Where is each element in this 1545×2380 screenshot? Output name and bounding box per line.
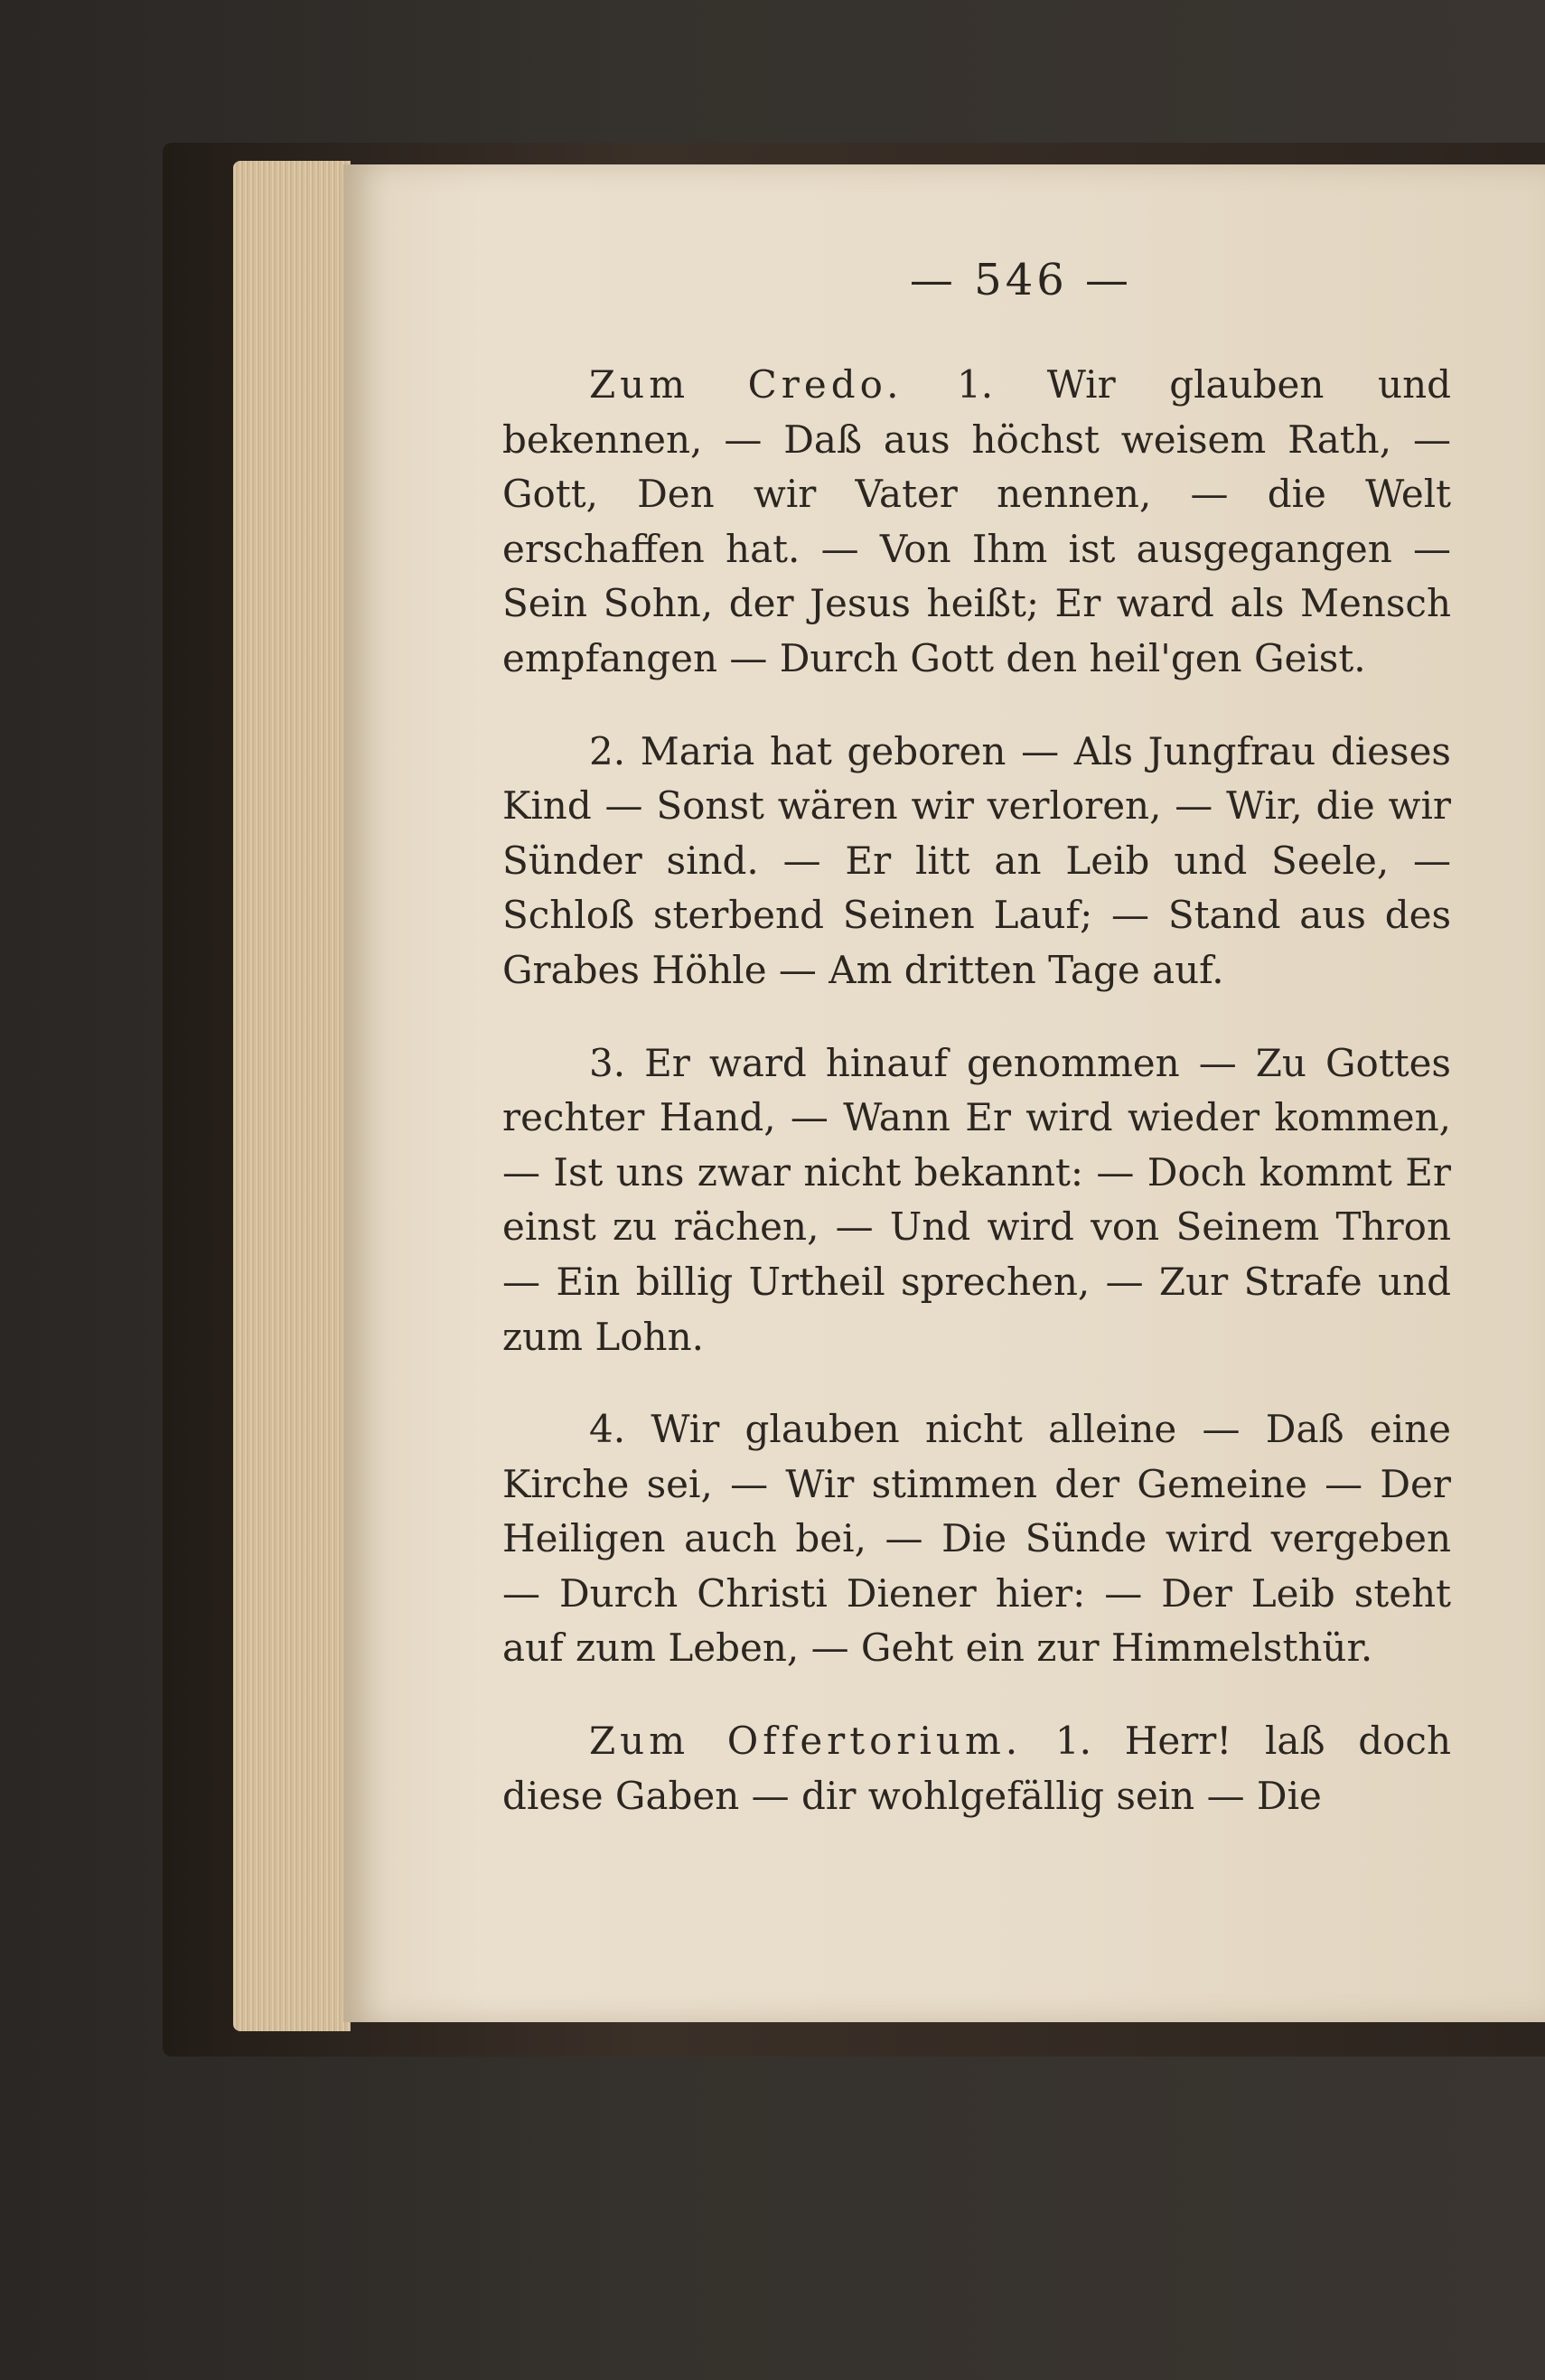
section-heading-offertorium: Zum Offertorium. (589, 1719, 1023, 1764)
paragraph-text: 2. Maria hat geboren — Als Jungfrau dieses Kind — Sonst wären wir verloren, — Wir, die wir Sünder sind. — Er litt an Leib und Seele, — Schloß sterbend Seinen Lauf; — Stand aus des Grabes Höhle — Am dritten Tage auf. (502, 728, 1451, 992)
paragraph-text: 1. Herr! laß doch diese Gaben — dir wohlgefällig sein — Die (502, 1719, 1452, 1818)
paragraph-credo-4 (502, 1402, 1451, 1676)
paragraph-text: 3. Er ward hinauf genommen — Zu Gottes rechter Hand, — Wann Er wird wieder kommen, — Ist uns zwar nicht bekannt: — Doch kommt Er einst zu rächen, — Und wird von Seinem Thron — Ein billig Urtheil sprechen, — Zur Strafe und zum Lohn. (502, 1040, 1451, 1359)
paragraph-credo-2 (502, 725, 1451, 998)
page-edges (233, 161, 351, 2031)
paragraph-credo-1 (502, 358, 1451, 687)
page-number: — 546 — (909, 255, 1133, 305)
paragraph-text: 4. Wir glauben nicht alleine — Daß eine Kirche sei, — Wir stimmen der Gemeine — Der Heiligen auch bei, — Die Sünde wird vergeben — Durch Christi Diener hier: — Der Leib steht auf zum Leben, — Geht ein zur Himmelsthür. (502, 1407, 1451, 1671)
section-heading-credo: Zum Credo. (589, 362, 904, 407)
page-text (502, 358, 1451, 1823)
paragraph-credo-3 (502, 1036, 1451, 1365)
paragraph-offertorium-1 (502, 1714, 1451, 1823)
paragraph-text: 1. Wir glauben und bekennen, — Daß aus höchst weisem Rath, — Gott, Den wir Vater nennen, — die Welt erschaffen hat. — Von Ihm ist ausgegangen — Sein Sohn, der Jesus heißt; Er ward als Mensch empfangen — Durch Gott den heil'gen Geist. (502, 362, 1451, 680)
